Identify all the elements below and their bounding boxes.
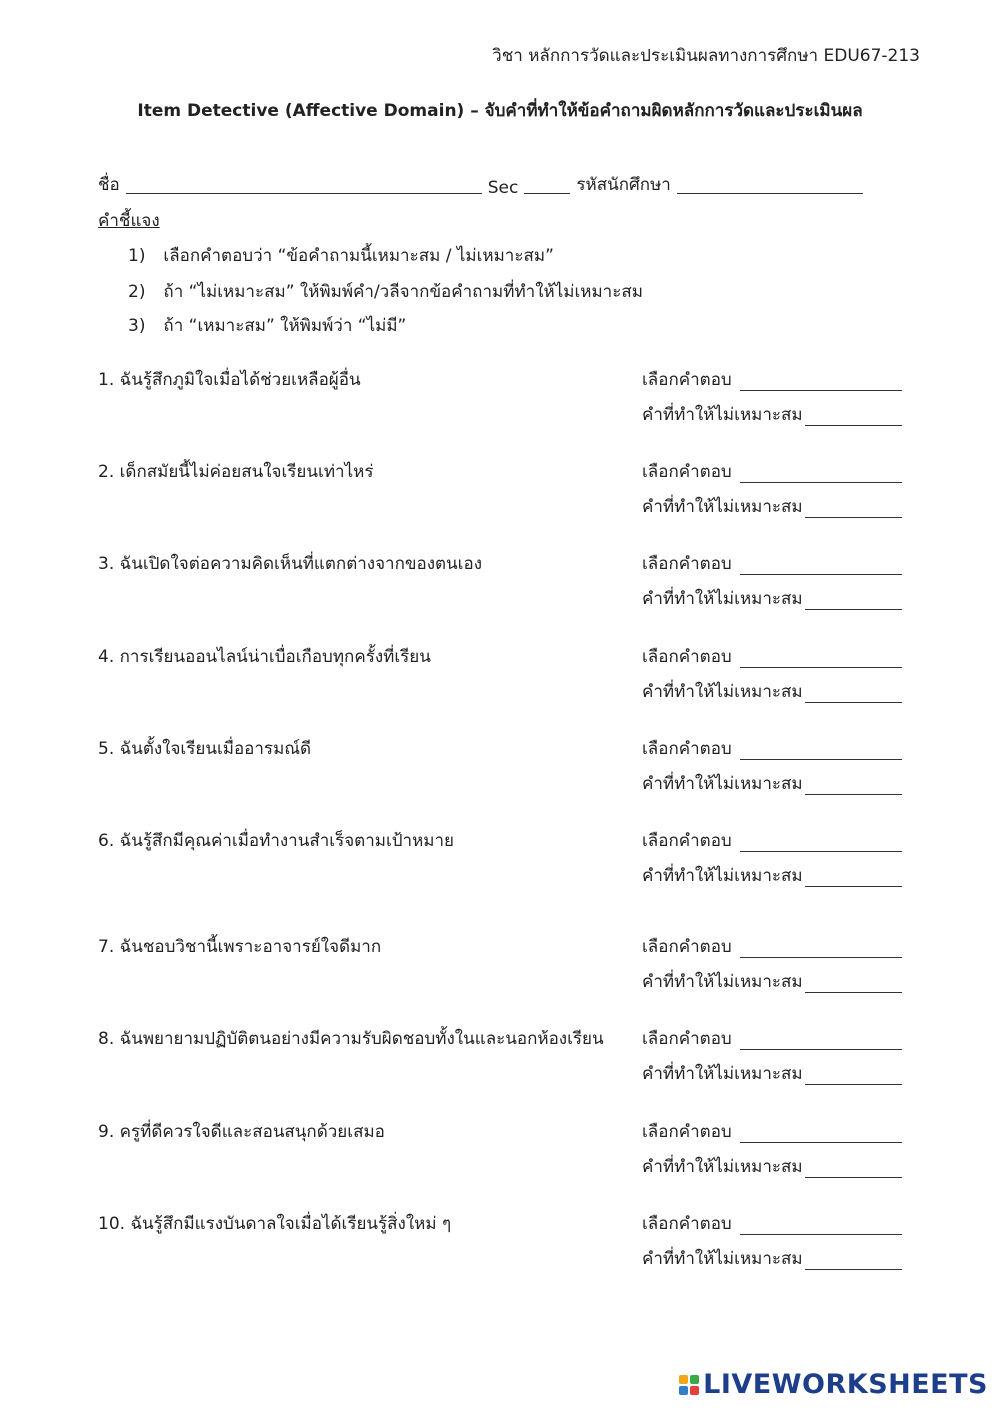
choose-answer-row [642,933,902,960]
inappropriate-word-label: คำที่ทำให้ไม่เหมาะสม [642,972,803,992]
inappropriate-word-label: คำที่ทำให้ไม่เหมาะสม [642,866,803,886]
question-text: 8. ฉันพยายามปฏิบัติตนอย่างมีความรับผิดชอบทั้งในและนอกห้องเรียน [98,1029,604,1049]
inappropriate-word-row [642,585,902,612]
logo-square [690,1386,699,1395]
choose-answer-label: เลือกคำตอบ [642,831,732,851]
liveworksheets-mark-icon [679,1375,699,1395]
name-field[interactable] [126,192,482,194]
sec-label: Sec [487,178,519,198]
choose-answer-label: เลือกคำตอบ [642,739,732,759]
choose-answer-label: เลือกคำตอบ [642,370,732,390]
inappropriate-word-field[interactable] [805,424,902,426]
inappropriate-word-label: คำที่ทำให้ไม่เหมาะสม [642,774,803,794]
student-id-label: รหัสนักศึกษา [576,175,671,195]
choose-answer-label: เลือกคำตอบ [642,1029,732,1049]
choose-answer-field[interactable] [740,1048,902,1050]
logo-square [679,1386,688,1395]
choose-answer-row [642,550,902,577]
choose-answer-row [642,1118,902,1145]
choose-answer-field[interactable] [740,1233,902,1235]
question-text: 5. ฉันตั้งใจเรียนเมื่ออารมณ์ดี [98,739,312,759]
logo-text: LIVEWORKSHEETS [703,1369,988,1400]
inappropriate-word-row [642,678,902,705]
inappropriate-word-row [642,1060,902,1087]
inappropriate-word-label: คำที่ทำให้ไม่เหมาะสม [642,589,803,609]
question-text: 3. ฉันเปิดใจต่อความคิดเห็นที่แตกต่างจากของตนเอง [98,554,482,574]
choose-answer-label: เลือกคำตอบ [642,1214,732,1234]
inappropriate-word-field[interactable] [805,1083,902,1085]
student-id-field[interactable] [677,192,863,194]
choose-answer-label: เลือกคำตอบ [642,937,732,957]
instruction-number: 1) [128,246,146,266]
inappropriate-word-label: คำที่ทำให้ไม่เหมาะสม [642,405,803,425]
inappropriate-word-row [642,968,902,995]
instruction-number: 3) [128,316,146,336]
choose-answer-row [642,735,902,762]
choose-answer-field[interactable] [740,1141,902,1143]
question-text: 10. ฉันรู้สึกมีแรงบันดาลใจเมื่อได้เรียนรู้สิ่งใหม่ ๆ [98,1214,452,1234]
instructions-heading: คำชี้แจง [98,211,160,231]
choose-answer-row [642,1210,902,1237]
choose-answer-row [642,643,902,670]
inappropriate-word-field[interactable] [805,885,902,887]
instruction-item [128,278,828,305]
instruction-number: 2) [128,282,146,302]
choose-answer-label: เลือกคำตอบ [642,647,732,667]
choose-answer-field[interactable] [740,666,902,668]
name-label: ชื่อ [98,175,120,195]
choose-answer-label: เลือกคำตอบ [642,554,732,574]
inappropriate-word-label: คำที่ทำให้ไม่เหมาะสม [642,682,803,702]
inappropriate-word-field[interactable] [805,1176,902,1178]
choose-answer-label: เลือกคำตอบ [642,1122,732,1142]
inappropriate-word-label: คำที่ทำให้ไม่เหมาะสม [642,497,803,517]
worksheet-title: Item Detective (Affective Domain) – จับคำที่ทำให้ข้อคำถามผิดหลักการวัดและประเมินผล [137,101,863,121]
inappropriate-word-row [642,1153,902,1180]
choose-answer-field[interactable] [740,850,902,852]
inappropriate-word-field[interactable] [805,516,902,518]
choose-answer-label: เลือกคำตอบ [642,462,732,482]
choose-answer-row [642,827,902,854]
inappropriate-word-row [642,493,902,520]
sec-field[interactable] [524,192,570,194]
instruction-text: เลือกคำตอบว่า “ข้อคำถามนี้เหมาะสม / ไม่เหมาะสม” [163,246,554,266]
inappropriate-word-row [642,770,902,797]
inappropriate-word-label: คำที่ทำให้ไม่เหมาะสม [642,1249,803,1269]
question-text: 6. ฉันรู้สึกมีคุณค่าเมื่อทำงานสำเร็จตามเป้าหมาย [98,831,455,851]
liveworksheets-logo [679,1369,988,1400]
choose-answer-field[interactable] [740,956,902,958]
inappropriate-word-field[interactable] [805,1268,902,1270]
question-text: 2. เด็กสมัยนี้ไม่ค่อยสนใจเรียนเท่าไหร่ [98,462,374,482]
choose-answer-row [642,1025,902,1052]
student-info-line [98,172,898,198]
choose-answer-field[interactable] [740,481,902,483]
inappropriate-word-field[interactable] [805,608,902,610]
inappropriate-word-row [642,862,902,889]
choose-answer-field[interactable] [740,389,902,391]
instruction-text: ถ้า “เหมาะสม” ให้พิมพ์ว่า “ไม่มี” [163,316,407,336]
question-text: 7. ฉันชอบวิชานี้เพราะอาจารย์ใจดีมาก [98,937,382,957]
logo-square [679,1375,688,1384]
inappropriate-word-field[interactable] [805,991,902,993]
course-header: วิชา หลักการวัดและประเมินผลทางการศึกษา EDU67-213 [492,46,920,66]
instruction-item [128,242,828,269]
inappropriate-word-label: คำที่ทำให้ไม่เหมาะสม [642,1157,803,1177]
choose-answer-field[interactable] [740,573,902,575]
question-text: 4. การเรียนออนไลน์น่าเบื่อเกือบทุกครั้งที่เรียน [98,647,431,667]
choose-answer-field[interactable] [740,758,902,760]
choose-answer-row [642,366,902,393]
inappropriate-word-row [642,1245,902,1272]
question-text: 1. ฉันรู้สึกภูมิใจเมื่อได้ช่วยเหลือผู้อื่น [98,370,361,390]
instruction-item [128,312,828,339]
inappropriate-word-field[interactable] [805,793,902,795]
inappropriate-word-row [642,401,902,428]
choose-answer-row [642,458,902,485]
inappropriate-word-field[interactable] [805,701,902,703]
inappropriate-word-label: คำที่ทำให้ไม่เหมาะสม [642,1064,803,1084]
instruction-text: ถ้า “ไม่เหมาะสม” ให้พิมพ์คำ/วลีจากข้อคำถามที่ทำให้ไม่เหมาะสม [163,282,643,302]
logo-square [690,1375,699,1384]
question-text: 9. ครูที่ดีควรใจดีและสอนสนุกด้วยเสมอ [98,1122,385,1142]
